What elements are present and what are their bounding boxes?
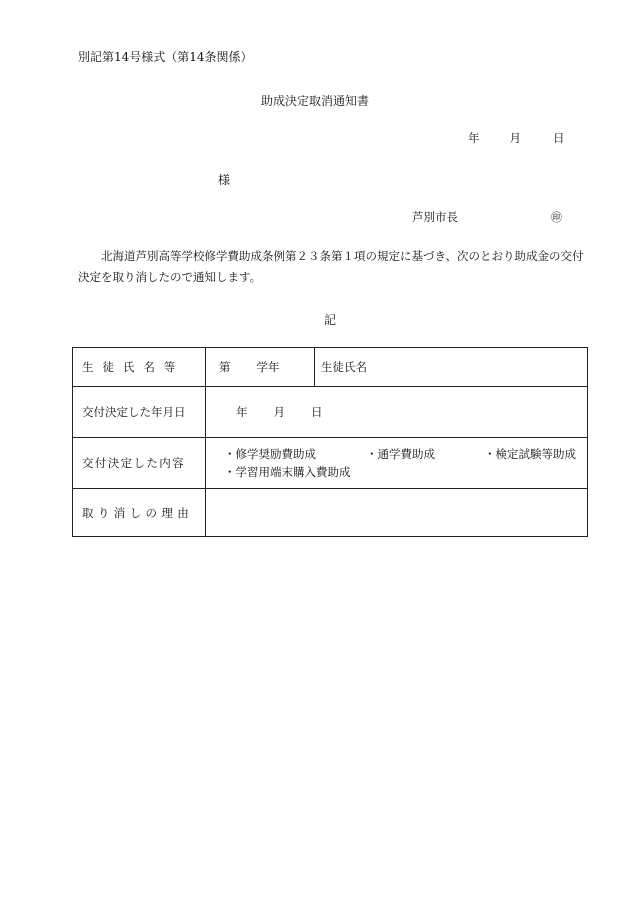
decision-content-cell — [206, 438, 588, 489]
content-item: ・検定試験等助成 — [484, 447, 576, 461]
decision-content-label: 交付決定した内容 — [73, 438, 206, 489]
table-row — [73, 489, 588, 537]
decision-year: 年 — [236, 405, 248, 419]
date-line — [468, 130, 565, 146]
student-info-label: 生徒氏名等 — [73, 348, 206, 387]
seal-mark: ㊞ — [551, 211, 562, 224]
grade-suffix: 学年 — [256, 360, 280, 374]
grade-prefix: 第 — [219, 360, 231, 374]
table-row — [73, 348, 588, 387]
body-text: 北海道芦別高等学校修学費助成条例第２３条第１項の規定に基づき、次のとおり助成金の交付決定を取り消したので通知します。 — [78, 249, 584, 284]
cancellation-reason-value — [206, 489, 588, 537]
decision-date-cell — [206, 387, 588, 438]
recipient-suffix: 様 — [218, 173, 231, 187]
student-name-cell — [315, 348, 588, 387]
issuer-name: 芦別市長 — [412, 210, 458, 224]
decision-date-label: 交付決定した年月日 — [73, 387, 206, 438]
info-table — [72, 347, 588, 537]
form-number: 別記第14号様式（第14条関係） — [78, 50, 253, 64]
table-row — [73, 438, 588, 489]
date-month: 月 — [509, 131, 521, 145]
ki-heading: 記 — [323, 313, 336, 327]
decision-day: 日 — [311, 405, 323, 419]
student-name-label: 生徒氏名 — [321, 360, 367, 374]
cancellation-reason-label: 取り消しの理由 — [73, 489, 206, 537]
grade-cell — [206, 348, 315, 387]
date-day: 日 — [553, 131, 565, 145]
date-year: 年 — [468, 131, 480, 145]
document-title: 助成決定取消通知書 — [260, 94, 369, 108]
content-item: ・通学費助成 — [366, 447, 435, 461]
table-row — [73, 387, 588, 438]
decision-month: 月 — [273, 405, 285, 419]
content-item: ・修学奨励費助成 — [224, 447, 316, 461]
content-item: ・学習用端末購入費助成 — [224, 465, 351, 479]
